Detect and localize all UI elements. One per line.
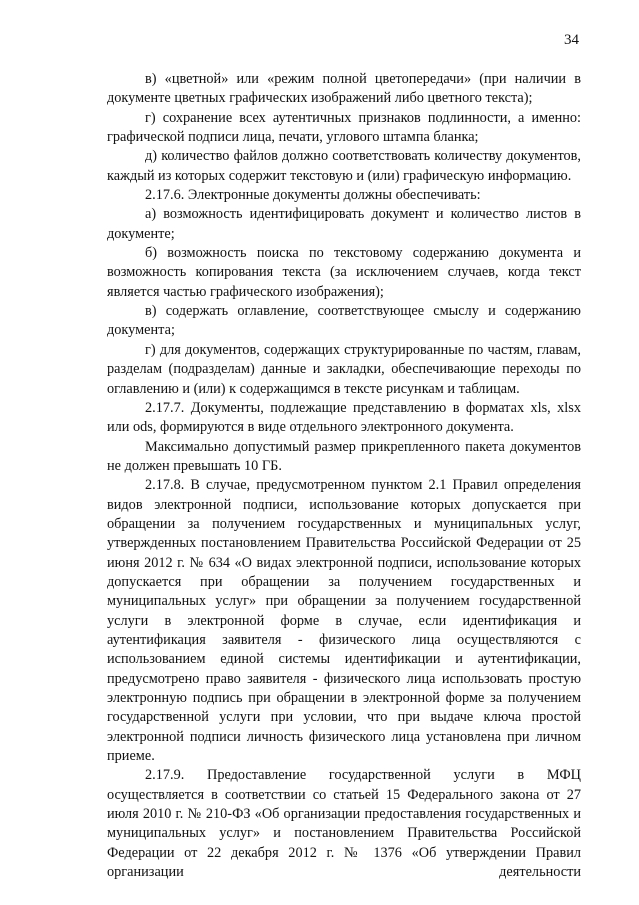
paragraph-max-package-size: Максимально допустимый размер прикрепленного пакета документов не должен превышать 10 ГБ. [107, 438, 581, 474]
document-body [107, 70, 581, 882]
paragraph-text-search: б) возможность поиска по текстовому содержанию документа и возможность копирования текста (за исключением случаев, когда текст является частью графического изображения); [107, 245, 581, 300]
section-heading-2-17-6: 2.17.6. Электронные документы должны обеспечивать: [145, 187, 481, 204]
paragraph-2-17-7-formats: 2.17.7. Документы, подлежащие представлению в форматах xls, xlsx или ods, формируются в виде отдельного электронного документа. [107, 399, 581, 436]
paragraph-color-mode: в) «цветной» или «режим полной цветопередачи» (при наличии в документе цветных графических изображений либо цветного текста); [107, 71, 581, 107]
page-number: 34 [564, 32, 579, 48]
paragraph-2-17-8-electronic-signature: 2.17.8. В случае, предусмотренном пунктом 2.1 Правил определения видов электронной подписи, использование которых допускается при обращении за получением государственных и муниципальных услуг, утвержденных постановлением Правительства Российской Федерации от 25 июня 2012 г. № 634 «О видах электронной подписи, использование которых допускается при обращении за получением государственных и муниципальных услуг» при обращении за получением государственной услуги в электронной форме в случае, если идентификация и аутентификация заявителя - физического лица осуществляются с использованием единой системы идентификации и аутентификации, предусмотрено право заявителя - физического лица использовать простую электронную подпись при обращении в электронной форме за получением государственной услуги при условии, что при выдаче ключа простой электронной подписи личность физического лица установлена при личном приеме. [107, 477, 581, 765]
paragraph-2-17-9-mfc: 2.17.9. Предоставление государственной услуги в МФЦ осуществляется в соответствии со статьей 15 Федерального закона от 27 июля 2010 г. № 210-ФЗ «Об организации предоставления государственных и муниципальных услуг» и постановлением Правительства Российской Федерации от 22 декабря 2012 г. № 1376 «Об утверждении Правил организации деятельности [107, 767, 581, 881]
paragraph-authenticity-signs: г) сохранение всех аутентичных признаков подлинности, а именно: графической подписи лица, печати, углового штампа бланка; [107, 109, 581, 146]
paragraph-table-of-contents: в) содержать оглавление, соответствующее смыслу и содержанию документа; [107, 303, 581, 339]
paragraph-structured-documents: г) для документов, содержащих структурированные по частям, главам, разделам (подразделам) данные и закладки, обеспечивающие переходы по оглавлению и (или) к содержащимся в тексте рисункам и таблицам. [107, 341, 581, 397]
paragraph-identify-document: а) возможность идентифицировать документ и количество листов в документе; [107, 206, 581, 242]
paragraph-files-count: д) количество файлов должно соответствовать количеству документов, каждый из которых содержит текстовую и (или) графическую информацию. [107, 148, 581, 184]
